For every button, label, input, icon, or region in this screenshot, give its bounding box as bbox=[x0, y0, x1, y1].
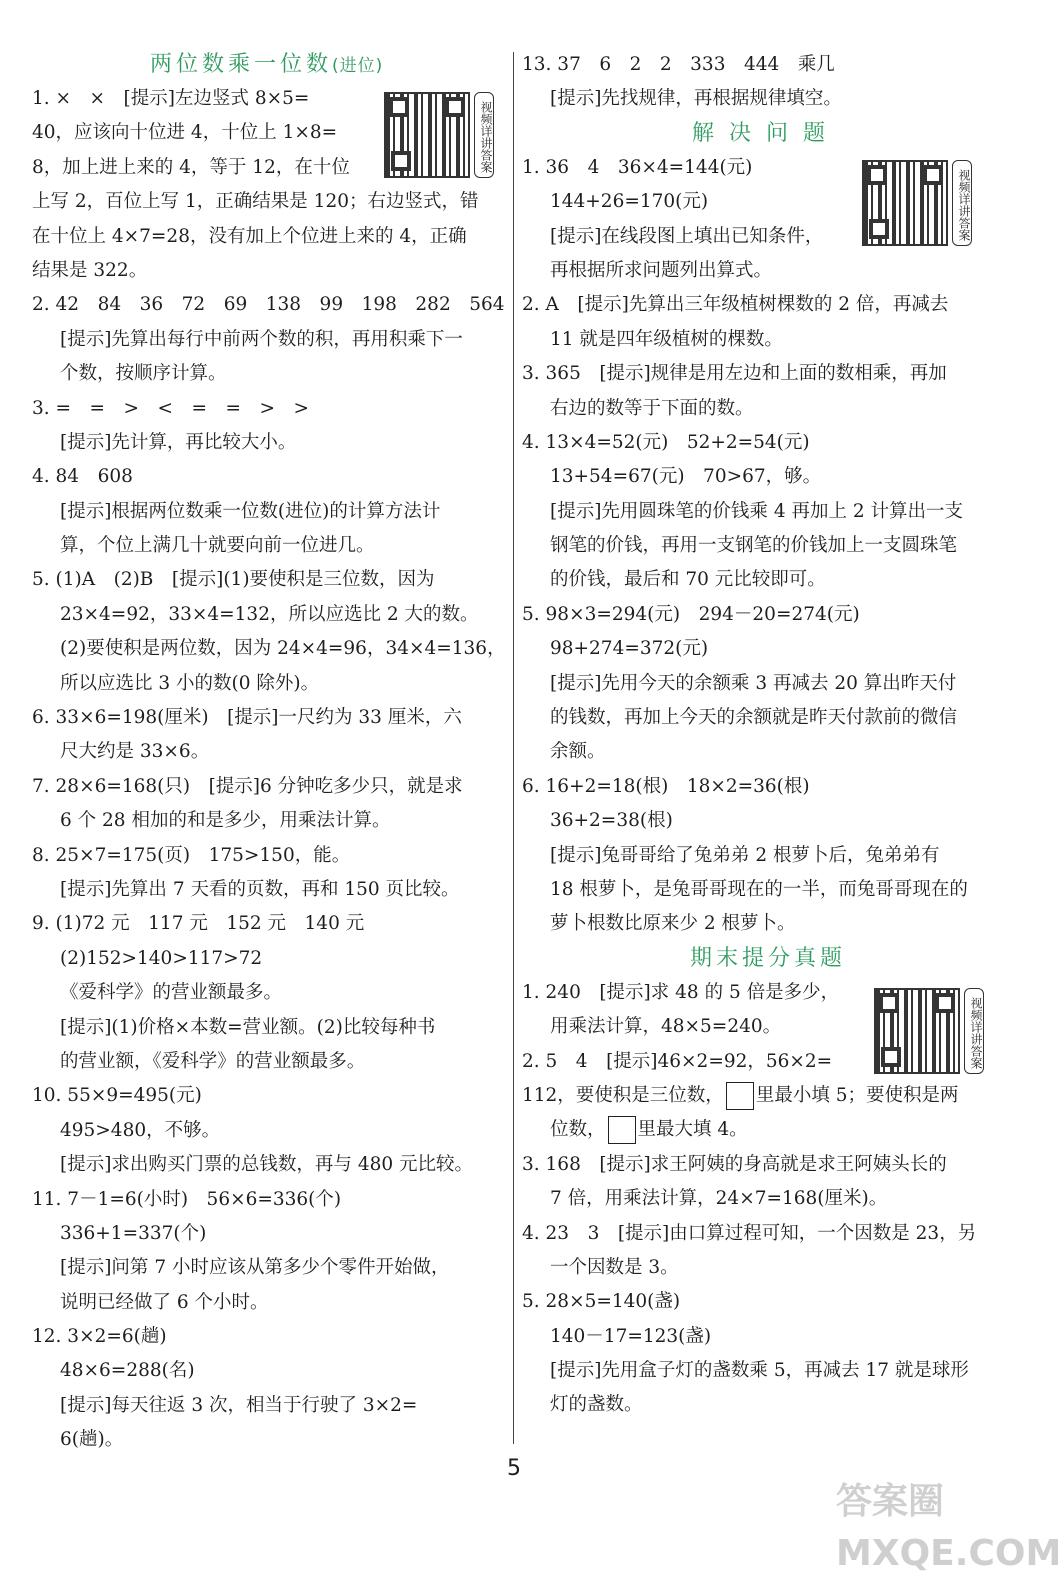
answer-line: 《爱科学》的营业额最多。 bbox=[60, 982, 283, 1004]
right-top-lines bbox=[522, 48, 1004, 117]
answer-line: [提示]先用盒子灯的盏数乘 5，再减去 17 就是球形 bbox=[550, 1360, 969, 1382]
answer-line: 13. 37 6 2 2 333 444 乘几 bbox=[522, 54, 835, 75]
qr-code-1[interactable] bbox=[384, 92, 494, 184]
answer-line: 36+2=38(根) bbox=[550, 810, 673, 832]
answer-line: [提示]在线段图上填出已知条件， bbox=[550, 225, 824, 247]
answer-line: 3. = = > < = = > > bbox=[32, 397, 310, 419]
answer-line: 3. 168 [提示]求王阿姨的身高就是求王阿姨头长的 bbox=[522, 1153, 947, 1175]
answer-line: 4. 23 3 [提示]由口算过程可知，一个因数是 23，另 bbox=[522, 1222, 977, 1244]
answer-line: 2. 5 4 [提示]46×2=92，56×2= bbox=[522, 1050, 833, 1072]
box-line-1-pre: 112，要使积是三位数， bbox=[522, 1084, 724, 1106]
box-line-1 bbox=[522, 1079, 1004, 1113]
watermark-logo: 答案圈 MXQE.COM bbox=[836, 1481, 1061, 1574]
box-line-2-pre: 位数， bbox=[550, 1119, 606, 1141]
answer-line: 1. 36 4 36×4=144(元) bbox=[522, 156, 753, 178]
answer-line: 98+274=372(元) bbox=[550, 638, 709, 660]
answer-line: 5. (1)A (2)B [提示](1)要使积是三位数，因为 bbox=[32, 569, 435, 591]
answer-line: [提示]先用今天的余额乘 3 再减去 20 算出昨天付 bbox=[550, 672, 957, 694]
answer-line: 48×6=288(名) bbox=[60, 1360, 195, 1382]
answer-line: (2)要使积是两位数，因为 24×4=96，34×4=136， bbox=[60, 638, 506, 660]
answer-line: 个数，按顺序计算。 bbox=[60, 363, 227, 385]
answer-line: [提示]求出购买门票的总钱数，再与 480 元比较。 bbox=[60, 1154, 474, 1176]
section-title-solve: 解 决 问 题 bbox=[692, 120, 829, 146]
answer-line: 在十位上 4×7=28，没有加上个位进上来的 4，正确 bbox=[32, 225, 467, 247]
answer-line: (2)152>140>117>72 bbox=[60, 947, 263, 969]
qr-code-icon bbox=[862, 160, 948, 246]
answer-line: [提示]先用圆珠笔的价钱乘 4 再加上 2 计算出一支 bbox=[550, 500, 963, 522]
column-divider bbox=[513, 52, 514, 1444]
answer-line: [提示]根据两位数乘一位数(进位)的计算方法计 bbox=[60, 500, 441, 522]
left-answer-lines bbox=[32, 82, 506, 1458]
qr-code-icon bbox=[874, 988, 960, 1074]
answer-line: 6. 33×6=198(厘米) [提示]一尺约为 33 厘米，六 bbox=[32, 707, 462, 729]
answer-line: 9. (1)72 元 117 元 152 元 140 元 bbox=[32, 913, 365, 935]
answer-line: [提示]问第 7 小时应该从第多少个零件开始做， bbox=[60, 1257, 450, 1279]
answer-line: 13+54=67(元) 70>67，够。 bbox=[550, 466, 822, 488]
answer-line: [提示](1)价格×本数=营业额。(2)比较每种书 bbox=[60, 1016, 436, 1038]
answer-line: 144+26=170(元) bbox=[550, 191, 709, 213]
qr-label: 视频详讲答案 bbox=[964, 988, 984, 1074]
answer-line: 336+1=337(个) bbox=[60, 1222, 207, 1244]
qr-code-2[interactable] bbox=[862, 160, 972, 252]
answer-line: [提示]先算出 7 天看的页数，再和 150 页比较。 bbox=[60, 878, 460, 900]
qr-label: 视频详讲答案 bbox=[474, 92, 494, 178]
answer-line: 所以应选比 3 小的数(0 除外)。 bbox=[60, 672, 320, 694]
answer-line: 18 根萝卜，是兔哥哥现在的一半，而兔哥哥现在的 bbox=[550, 878, 968, 900]
answer-line: 6. 16+2=18(根) 18×2=36(根) bbox=[522, 775, 810, 797]
answer-line: 余额。 bbox=[550, 741, 606, 763]
answer-line: 12. 3×2=6(趟) bbox=[32, 1326, 167, 1348]
answer-line: 5. 98×3=294(元) 294－20=274(元) bbox=[522, 603, 860, 625]
answer-line: 11. 7－1=6(小时) 56×6=336(个) bbox=[32, 1188, 342, 1210]
answer-line: 40，应该向十位进 4，十位上 1×8= bbox=[32, 122, 338, 144]
answer-line: 右边的数等于下面的数。 bbox=[550, 397, 754, 419]
answer-line: 说明已经做了 6 个小时。 bbox=[60, 1291, 269, 1313]
answer-line: 3. 365 [提示]规律是用左边和上面的数相乘，再加 bbox=[522, 363, 947, 385]
left-column bbox=[32, 48, 506, 1458]
answer-line: 的价钱，最后和 70 元比较即可。 bbox=[550, 569, 826, 591]
answer-line: 7 倍，用乘法计算，24×7=168(厘米)。 bbox=[550, 1188, 888, 1210]
answer-line: 的营业额，《爱科学》的营业额最多。 bbox=[60, 1050, 366, 1072]
answer-line: 再根据所求问题列出算式。 bbox=[550, 259, 773, 281]
answer-line: 23×4=92，33×4=132，所以应选比 2 大的数。 bbox=[60, 603, 479, 625]
answer-line: 一个因数是 3。 bbox=[550, 1256, 679, 1278]
right-column bbox=[522, 48, 1004, 1423]
answer-line: 1. 240 [提示]求 48 的 5 倍是多少， bbox=[522, 981, 840, 1003]
blank-box bbox=[726, 1082, 754, 1110]
answer-line: 2. A [提示]先算出三年级植树棵数的 2 倍，再减去 bbox=[522, 294, 949, 316]
answer-line: [提示]先找规律，再根据规律填空。 bbox=[550, 88, 842, 110]
page-number: 5 bbox=[507, 1456, 521, 1481]
answer-line: [提示]兔哥哥给了兔弟弟 2 根萝卜后，兔弟弟有 bbox=[550, 844, 940, 866]
answer-line: 4. 13×4=52(元) 52+2=54(元) bbox=[522, 431, 810, 453]
box-line-2 bbox=[522, 1113, 1004, 1147]
answer-line: [提示]每天往返 3 次，相当于行驶了 3×2= bbox=[60, 1394, 418, 1416]
answer-line: 2. 42 84 36 72 69 138 99 198 282 564 bbox=[32, 294, 505, 316]
answer-line: 6(趟)。 bbox=[60, 1429, 124, 1451]
answer-line: 4. 84 608 bbox=[32, 466, 133, 488]
answer-line: 7. 28×6=168(只) [提示]6 分钟吃多少只，就是求 bbox=[32, 775, 463, 797]
section-title-multiply bbox=[32, 48, 500, 82]
answer-line: 8，加上进上来的 4，等于 12，在十位 bbox=[32, 156, 350, 178]
answer-line: 8. 25×7=175(页) 175>150，能。 bbox=[32, 844, 351, 866]
qr-label: 视频详讲答案 bbox=[952, 160, 972, 246]
answer-line: 算，个位上满几十就要向前一位进几。 bbox=[60, 535, 375, 557]
answer-line: 140－17=123(盏) bbox=[550, 1325, 712, 1347]
answer-line: 10. 55×9=495(元) bbox=[32, 1085, 202, 1107]
answer-line: 上写 2，百位上写 1，正确结果是 120；右边竖式，错 bbox=[32, 191, 479, 213]
answer-line: 萝卜根数比原来少 2 根萝卜。 bbox=[550, 913, 796, 935]
answer-line: 用乘法计算，48×5=240。 bbox=[550, 1016, 782, 1038]
answer-line: [提示]先计算，再比较大小。 bbox=[60, 431, 297, 453]
answer-line: 结果是 322。 bbox=[32, 259, 148, 281]
answer-line: 1. × × [提示]左边竖式 8×5= bbox=[32, 88, 310, 109]
answer-line: 495>480，不够。 bbox=[60, 1119, 221, 1141]
box-line-1-post: 里最小填 5；要使积是两 bbox=[755, 1084, 959, 1106]
box-line-2-post: 里最大填 4。 bbox=[637, 1119, 748, 1141]
solve-problems-lines bbox=[522, 151, 1004, 942]
answer-line: [提示]先算出每行中前两个数的积，再用积乘下一 bbox=[60, 328, 463, 350]
final-exam-lines-b bbox=[522, 1148, 1004, 1423]
blank-box bbox=[608, 1116, 636, 1144]
answer-line: 钢笔的价钱，再用一支钢笔的价钱加上一支圆珠笔 bbox=[550, 535, 958, 557]
section-title-final-exam: 期末提分真题 bbox=[690, 945, 847, 971]
answer-line: 尺大约是 33×6。 bbox=[60, 741, 210, 763]
answer-line: 6 个 28 相加的和是多少，用乘法计算。 bbox=[60, 810, 391, 832]
answer-line: 灯的盏数。 bbox=[550, 1394, 643, 1416]
answer-line: 5. 28×5=140(盏) bbox=[522, 1291, 681, 1313]
qr-code-3[interactable] bbox=[874, 988, 984, 1080]
answer-line: 11 就是四年级植树的棵数。 bbox=[550, 328, 783, 350]
section-title-suffix: (进位) bbox=[332, 56, 384, 76]
qr-code-icon bbox=[384, 92, 470, 178]
section-title-text: 两位数乘一位数 bbox=[150, 52, 333, 77]
answer-line: 的钱数，再加上今天的余额就是昨天付款前的微信 bbox=[550, 707, 958, 729]
